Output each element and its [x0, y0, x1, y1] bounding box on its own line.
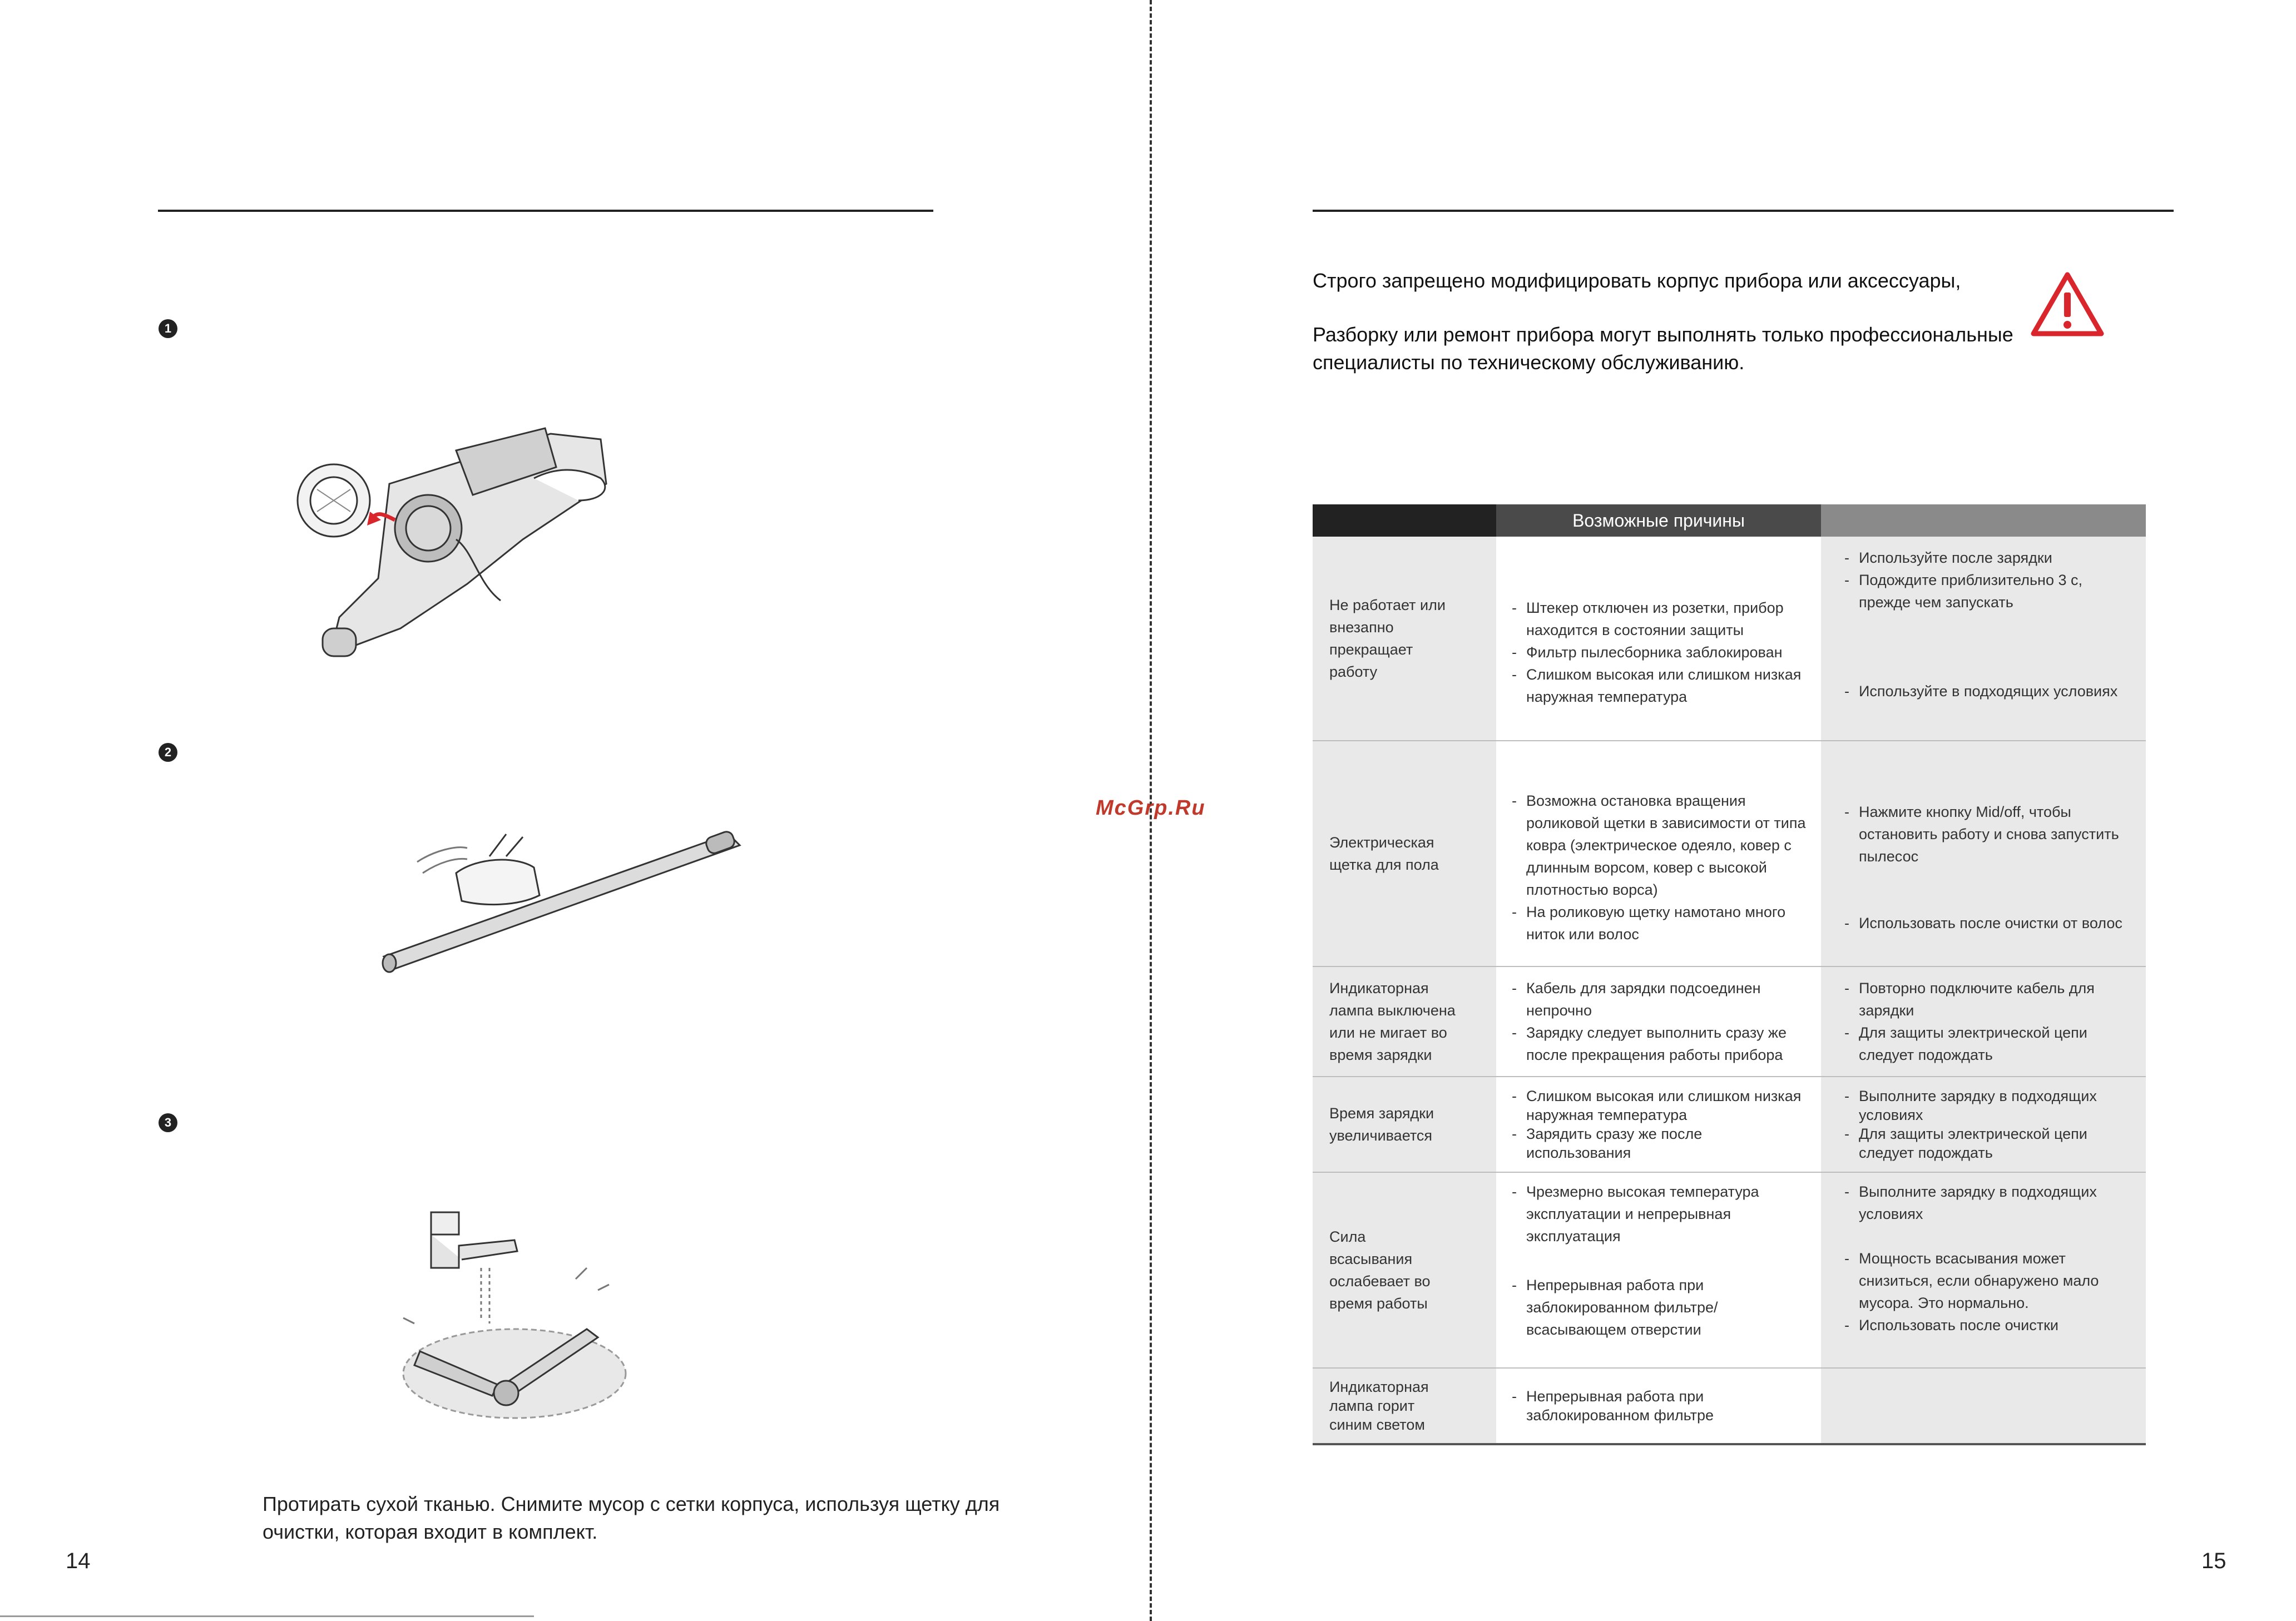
cause-item: - Зарядить сразу же после использования	[1512, 1124, 1810, 1162]
causes-cell	[1496, 741, 1821, 966]
step-3-badge: 3	[159, 1113, 177, 1132]
bottom-left-rule	[0, 1615, 534, 1617]
table-header	[1313, 504, 2146, 537]
cause-item: - Зарядку следует выполнить сразу же после прекращения работы прибора	[1512, 1022, 1810, 1066]
cause-item: - Непрерывная работа при заблокированном фильтре	[1512, 1387, 1810, 1425]
problem-cell: Сила всасывания ослабевает во время работы	[1313, 1173, 1496, 1367]
tube-wiping-illustration	[373, 823, 751, 979]
solutions-cell	[1821, 1077, 2146, 1172]
solution-item: - Используйте в подходящих условиях	[1844, 680, 2135, 702]
step-1-badge: 1	[159, 319, 177, 338]
solution-item: - Подождите приблизительно 3 с, прежде чем запускать	[1844, 569, 2135, 613]
cause-item: - Чрезмерно высокая температура эксплуатации и непрерывная эксплуатация	[1512, 1181, 1810, 1247]
solution-item: - Повторно подключите кабель для зарядки	[1844, 977, 2135, 1022]
cause-item: - Штекер отключен из розетки, прибор находится в состоянии защиты	[1512, 597, 1810, 641]
header-causes-cell: Возможные причины	[1496, 504, 1821, 537]
causes-cell	[1496, 1173, 1821, 1367]
cause-item: - На роликовую щетку намотано много ниток или волос	[1512, 901, 1810, 945]
solution-item: - Нажмите кнопку Mid/off, чтобы остановить работу и снова запустить пылесос	[1844, 801, 2135, 867]
causes-cell	[1496, 537, 1821, 740]
solution-item: - Выполните зарядку в подходящих условиях	[1844, 1181, 2135, 1225]
problem-cell: Время зарядки увеличивается	[1313, 1077, 1496, 1172]
solutions-cell	[1821, 537, 2146, 740]
step-2-badge: 2	[159, 743, 177, 762]
solutions-cell	[1821, 1173, 2146, 1367]
solution-item: - Используйте после зарядки	[1844, 547, 2135, 569]
right-top-rule	[1313, 210, 2174, 212]
right-page-number: 15	[2201, 1549, 2226, 1573]
solution-item: - Мощность всасывания может снизиться, если обнаружено мало мусора. Это нормально.	[1844, 1247, 2135, 1314]
warning-line-2: Разборку или ремонт прибора могут выполнять только профессиональные специалисты по техническому обслуживанию.	[1313, 323, 2013, 374]
washing-parts-illustration	[398, 1207, 631, 1429]
cause-item: - Непрерывная работа при заблокированном фильтре/всасывающем отверстии	[1512, 1274, 1810, 1341]
solution-item: - Использовать после очистки	[1844, 1314, 2135, 1336]
solutions-cell	[1821, 1369, 2146, 1443]
solution-item: - Использовать после очистки от волос	[1844, 912, 2135, 934]
warning-triangle-icon	[2030, 271, 2105, 337]
cleaning-caption: Протирать сухой тканью. Снимите мусор с сетки корпуса, используя щетку для очистки, которая входит в комплект.	[263, 1493, 1000, 1543]
table-row	[1313, 967, 2146, 1077]
table-row	[1313, 741, 2146, 967]
header-problem-cell	[1313, 504, 1496, 537]
cause-item: - Возможна остановка вращения роликовой щетки в зависимости от типа ковра (электрическое одеяло, ковер с длинным ворсом, ковер с высокой плотностью ворса)	[1512, 790, 1810, 901]
causes-cell	[1496, 1077, 1821, 1172]
warning-line-1: Строго запрещено модифицировать корпус прибора или аксессуары,	[1313, 269, 1961, 292]
vacuum-filter-removal-illustration	[289, 417, 667, 667]
solution-item: - Выполните зарядку в подходящих условиях	[1844, 1087, 2135, 1124]
problem-cell: Электрическая щетка для пола	[1313, 741, 1496, 966]
problem-cell: Индикаторная лампа выключена или не мигает во время зарядки	[1313, 967, 1496, 1076]
table-row	[1313, 1369, 2146, 1445]
problem-cell: Индикаторная лампа горит синим светом	[1313, 1369, 1496, 1443]
table-row	[1313, 1077, 2146, 1173]
cause-item: - Слишком высокая или слишком низкая наружная температура	[1512, 663, 1810, 708]
problem-cell: Не работает или внезапно прекращает работу	[1313, 537, 1496, 740]
table-row	[1313, 1173, 2146, 1369]
solutions-cell	[1821, 967, 2146, 1076]
cause-item: - Кабель для зарядки подсоединен непрочно	[1512, 977, 1810, 1022]
solutions-cell	[1821, 741, 2146, 966]
solution-item: - Для защиты электрической цепи следует подождать	[1844, 1124, 2135, 1162]
watermark: McGrp.Ru	[1096, 796, 1206, 820]
header-solutions-cell	[1821, 504, 2146, 537]
cause-item: - Фильтр пылесборника заблокирован	[1512, 641, 1810, 663]
cause-item: - Слишком высокая или слишком низкая наружная температура	[1512, 1087, 1810, 1124]
left-top-rule	[158, 210, 933, 212]
left-page-number: 14	[66, 1549, 91, 1573]
troubleshooting-table	[1313, 504, 2146, 1445]
causes-cell	[1496, 967, 1821, 1076]
table-row	[1313, 537, 2146, 741]
causes-cell	[1496, 1369, 1821, 1443]
solution-item: - Для защиты электрической цепи следует подождать	[1844, 1022, 2135, 1066]
